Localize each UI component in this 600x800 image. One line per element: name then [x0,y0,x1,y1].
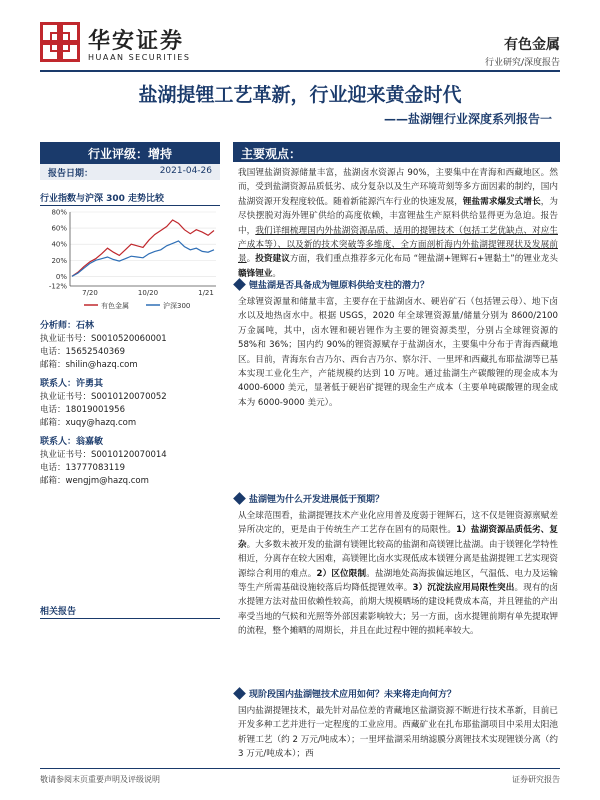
legend-label: 沪深300 [163,302,191,310]
analyst-phone: 电话：18019001956 [40,405,125,415]
intro-text-2: ，为尽快摆脱对海外锂矿供给的高度依赖，丰富锂盐生产原料供给显得更为急迫。报告中， [238,196,558,236]
analyst-role: 分析师：石林 [40,321,95,331]
report-date-label: 报告日期： [48,169,94,179]
legend-label: 有色金属 [101,302,129,310]
intro-paragraph [238,166,558,281]
report-type: 行业研究/深度报告 [484,58,560,68]
analyst-cert: 执业证书号：S0010520060001 [40,334,167,344]
report-subtitle: ——盐湖锂行业深度系列报告一 [383,112,552,126]
report-date: 2021-04-26 [159,166,212,176]
analyst-email[interactable]: 邮箱：xuqy@hazq.com [40,418,137,428]
intro-text-3: 。 [246,254,256,265]
question-2-text: 盐湖锂为什么开发进展低于预期？ [249,495,385,505]
y-tick-label: 20% [51,256,67,265]
series-line-hs300 [72,241,214,276]
intro-text-1: 我国锂盐湖资源储量丰富，盐湖卤水资源占 90%，主要集中在青海和西藏地区。然而，受到盐湖资源品质低劣、成分复杂以及生产环境苛刻等多方面因素的制约，国内盐湖资源开发程度较低。随着新能源汽车行业的快速发展， [238,168,558,207]
question-1 [233,278,429,294]
y-tick-label: 80% [51,208,67,217]
logo-text-cn: 华安证券 [88,28,185,54]
logo-text-en: HUAAN SECURITIES [88,53,191,62]
intro-underlined: 我们详细梳理国内外盐湖资源品质、适用的提锂技术（包括工艺优缺点、对应生产成本等）、以及新的技术突破等多维度、全方面剖析海内外盐湖提锂现状及发展前景 [238,225,558,265]
diamond-bullet-icon [233,687,246,700]
intro-bold-2: 投资建议 [255,254,290,265]
q2-text-e: 。现有的卤水提锂方法对盐田依赖性较高，前期大规模晒场的建设耗费成本高，并且锂盐的产出率受当地的气候和光照等外部因素影响较大；另一方面，卤水提锂前期有单先提取钾的流程，整个摊晒的周期长，并且在此过程中锂的损耗率较大。 [238,583,558,637]
chart-title-divider [40,205,220,206]
logo-mark-icon [40,22,80,62]
intro-bold-3: 赣锋锂业 [238,268,273,279]
diamond-bullet-icon [233,278,246,291]
related-reports-heading: 相关报告 [40,607,77,617]
analyst-phone: 电话：13777083119 [40,463,125,473]
company-logo [40,22,200,68]
q2-bold-3: 3）沉淀法应用局限性突出 [412,583,515,594]
x-tick-label: 7/20 [82,289,98,297]
chart-title: 行业指数与沪深 300 走势比较 [40,194,165,204]
rating-box [40,142,220,180]
key-points-title: 主要观点： [241,147,302,161]
analyst-role: 联系人：翁嘉敏 [40,437,104,447]
y-tick-label: 40% [51,240,67,249]
analyst-cert: 执业证书号：S0010120070052 [40,392,167,402]
intro-text-4: 方面，我们重点推荐多元化布局 “锂盐湖+锂辉石+锂黏土”的锂业龙头 [289,254,558,265]
report-date-row [40,164,220,180]
analyst-phone: 电话：15652540369 [40,347,125,357]
q2-bold-2: 2）区位限制 [316,568,367,579]
q2-text-c: 。大多数未被开发的盐湖有镁锂比较高的盐湖和高镁锂比盐湖。由于镁锂化学特性相近，分离存在较大困难，高镁锂比卤水实现低成本镁锂分离是盐湖提锂工艺实现资源综合利用的难点。 [238,539,558,579]
y-tick-label: 60% [51,224,67,233]
diamond-bullet-icon [233,492,246,505]
intro-bold-1: 锂盐需求爆发式增长 [462,196,541,207]
analyst-email[interactable]: 邮箱：shilin@hazq.com [40,360,138,370]
question-3-body: 国内盐湖提锂技术，最先针对品位差的青藏地区盐湖资源不断进行技术革新，目前已开发多种工艺并进行一定程度的工业应用。西藏矿业在扎布耶盐湖项目中采用太阳池析锂工艺（约 2 万元/吨成本）；一里坪盐湖采用纳滤膜分离锂技术实现锂镁分离（约 3 万元/吨成本）；西 [238,706,558,760]
y-tick-label: 0% [55,272,67,281]
question-2-body [238,509,558,639]
index-trend-chart [40,208,220,316]
analyst-email[interactable]: 邮箱：wengjm@hazq.com [40,476,149,486]
question-3 [233,687,456,703]
y-tick-label: -12% [48,282,67,291]
q2-bold-1: 1）盐湖资源品质低劣、复杂 [238,525,558,550]
disclaimer-note: 敬请参阅末页重要声明及评级说明 [40,775,160,784]
industry-rating: 行业评级：增持 [87,147,172,161]
question-2 [233,492,384,508]
analyst-info [40,318,220,492]
q2-text-d: 。盐湖地处高海拔偏远地区，气温低、电力及运输等生产所需基础设施较落后均降低提锂效率。 [238,568,558,594]
question-1-body: 全球锂资源量和储量丰富，主要存在于盐湖卤水、硬岩矿石（包括锂云母）、地下卤水以及地热卤水中。根据 USGS，2020 年全球锂资源量/储量分别为 8600/2100 万金属吨，其中，卤水锂和硬岩锂作为主要的锂资源类型，分别占全球锂资源的 58%和 36%；国内约 90%的锂资源赋存于盐湖卤水，主要集中分布于青海西藏地区。目前，青海东台吉乃尔、西台吉乃尔、察尔汗、一里坪和西藏扎布耶盐湖等已基本实现工业化生产，产能规模约达到 10 万吨。通过盐湖生产碳酸锂的现金成本为 4000-6000 美元，显著低于硬岩矿提锂的现金生产成本（主要单吨碳酸锂的现金成本为 6000-9000 美元）。 [238,297,558,408]
intro-text-5: 。 [272,268,281,279]
header-divider [40,70,560,72]
q2-text-a: 从全球范围看，盐湖提锂技术产业化应用普及度弱于锂辉石，这不仅是锂资源禀赋差异所决定的，更是由于传统生产工艺存在固有的局限性。 [238,511,558,536]
related-reports-divider [40,618,220,619]
analyst-cert: 执业证书号：S0010120070014 [40,450,167,460]
series-line-sector [72,220,214,276]
analyst-role: 联系人：许勇其 [40,379,104,389]
question-3-text: 现阶段国内盐湖锂技术应用如何？未来将走向何方？ [249,690,457,700]
footer-report-label: 证券研究报告 [512,775,560,784]
x-tick-label: 10/20 [137,289,159,297]
sector-label: 有色金属 [504,37,560,53]
key-points-heading [233,142,560,162]
x-tick-label: 1/21 [198,289,214,297]
footer-divider [40,768,560,769]
question-1-text: 锂盐湖是否具备成为锂原料供给支柱的潜力？ [249,281,430,291]
report-title: 盐湖提锂工艺革新，行业迎来黄金时代 [138,84,462,106]
